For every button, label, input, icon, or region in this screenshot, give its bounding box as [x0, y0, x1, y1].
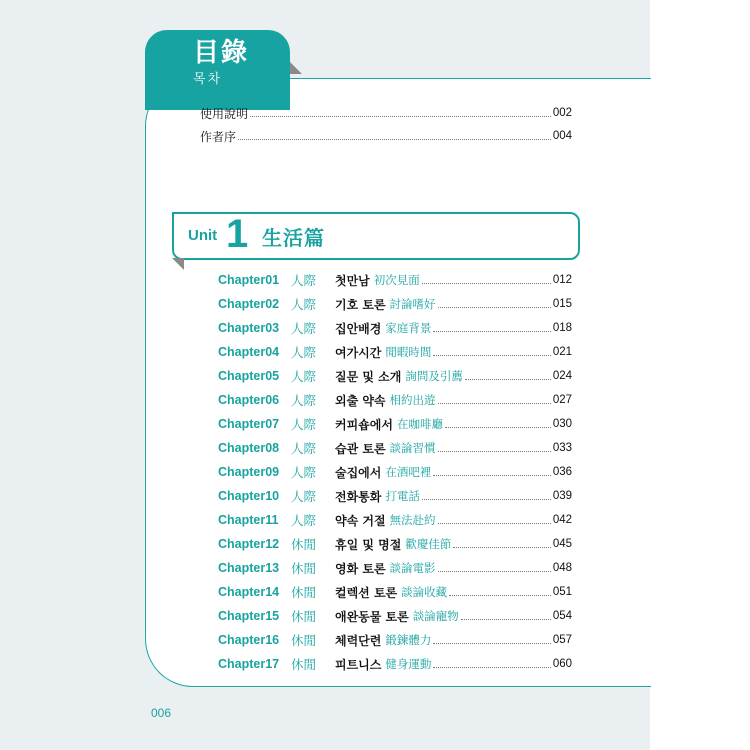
chapter-page: 024: [552, 370, 572, 382]
dot-leader: [449, 594, 551, 596]
chapter-page: 042: [552, 514, 572, 526]
chapter-title-korean: 약속 거절: [335, 513, 386, 528]
chapter-row[interactable]: [218, 607, 572, 625]
chapter-category: 人際: [291, 273, 317, 288]
dot-leader: [433, 642, 550, 644]
chapter-row[interactable]: [218, 535, 572, 553]
chapter-page: 033: [552, 442, 572, 454]
chapter-number: Chapter13: [218, 561, 280, 575]
chapter-title-korean: 습관 토론: [335, 441, 386, 456]
chapter-number: Chapter10: [218, 489, 280, 503]
chapter-category: 人際: [291, 489, 317, 504]
chapter-title-chinese: 討論嗜好: [389, 297, 436, 311]
dot-leader: [433, 330, 550, 332]
unit-title: 生活篇: [262, 226, 325, 250]
dot-leader: [433, 474, 550, 476]
dot-leader: [453, 546, 550, 548]
chapter-page: 030: [552, 418, 572, 430]
chapter-page: 027: [552, 394, 572, 406]
chapter-page: 045: [552, 538, 572, 550]
intro-page: 002: [552, 107, 572, 119]
dot-leader: [438, 306, 551, 308]
chapter-category: 人際: [291, 297, 317, 312]
page-number: 006: [151, 706, 172, 720]
chapter-number: Chapter08: [218, 441, 280, 455]
chapter-page: 036: [552, 466, 572, 478]
intro-page: 004: [552, 130, 572, 142]
chapter-number: Chapter16: [218, 633, 280, 647]
intro-label: 使用說明: [200, 106, 249, 121]
chapter-title-korean: 여가시간: [335, 345, 382, 360]
chapter-category: 人際: [291, 369, 317, 384]
chapter-number: Chapter05: [218, 369, 280, 383]
chapter-row[interactable]: [218, 463, 572, 481]
chapter-title-chinese: 健身運動: [385, 657, 432, 671]
chapter-title-chinese: 談論收藏: [401, 585, 448, 599]
chapter-title-korean: 외출 약속: [335, 393, 386, 408]
chapter-title-korean: 질문 및 소개: [335, 369, 402, 384]
chapter-row[interactable]: [218, 583, 572, 601]
dot-leader: [433, 666, 550, 668]
chapter-title-chinese: 無法赴約: [389, 513, 436, 527]
chapter-row[interactable]: [218, 559, 572, 577]
chapter-title-korean: 첫만남: [335, 273, 370, 288]
chapter-category: 人際: [291, 345, 317, 360]
chapter-category: 休閒: [291, 561, 317, 576]
dot-leader: [422, 282, 551, 284]
chapter-title-chinese: 談論習慣: [389, 441, 436, 455]
chapter-page: 060: [552, 658, 572, 670]
chapter-title-chinese: 在咖啡廳: [396, 417, 443, 431]
chapter-number: Chapter14: [218, 585, 280, 599]
chapter-title-korean: 컬렉션 토론: [335, 585, 398, 600]
chapter-page: 057: [552, 634, 572, 646]
chapter-category: 人際: [291, 465, 317, 480]
intro-row[interactable]: [200, 127, 572, 145]
dot-leader: [461, 618, 551, 620]
unit-header-fold: [172, 258, 184, 270]
dot-leader: [422, 498, 551, 500]
chapter-title-korean: 휴일 및 명절: [335, 537, 402, 552]
chapter-number: Chapter06: [218, 393, 280, 407]
chapter-number: Chapter03: [218, 321, 280, 335]
chapter-category: 人際: [291, 513, 317, 528]
chapter-page: 021: [552, 346, 572, 358]
chapter-title-chinese: 打電話: [385, 489, 420, 503]
chapter-title-chinese: 初次見面: [373, 273, 420, 287]
chapter-row[interactable]: [218, 487, 572, 505]
dot-leader: [438, 450, 551, 452]
chapter-row[interactable]: [218, 415, 572, 433]
dot-leader: [438, 522, 551, 524]
chapter-title-chinese: 鍛鍊體力: [385, 633, 432, 647]
unit-number: 1: [226, 212, 249, 256]
chapter-category: 休閒: [291, 537, 317, 552]
chapter-category: 休閒: [291, 633, 317, 648]
chapter-title-korean: 커피숍에서: [335, 417, 393, 432]
chapter-category: 人際: [291, 321, 317, 336]
chapter-page: 018: [552, 322, 572, 334]
chapter-category: 人際: [291, 417, 317, 432]
chapter-title-chinese: 談論寵物: [412, 609, 459, 623]
chapter-title-chinese: 家庭背景: [385, 321, 432, 335]
dot-leader: [250, 115, 551, 117]
chapter-number: Chapter07: [218, 417, 280, 431]
chapter-number: Chapter01: [218, 273, 280, 287]
chapter-page: 039: [552, 490, 572, 502]
chapter-number: Chapter12: [218, 537, 280, 551]
chapter-row[interactable]: [218, 367, 572, 385]
dot-leader: [238, 138, 551, 140]
chapter-title-korean: 기호 토론: [335, 297, 386, 312]
chapter-title-chinese: 相約出遊: [389, 393, 436, 407]
chapter-title-korean: 집안배경: [335, 321, 382, 336]
intro-label: 作者序: [200, 129, 237, 144]
chapter-category: 休閒: [291, 657, 317, 672]
chapter-row[interactable]: [218, 631, 572, 649]
chapter-title-chinese: 談論電影: [389, 561, 436, 575]
chapter-title-korean: 전화통화: [335, 489, 382, 504]
chapter-number: Chapter15: [218, 609, 280, 623]
title-tab: [145, 30, 290, 110]
chapter-number: Chapter17: [218, 657, 280, 671]
chapter-title-chinese: 歡慶佳節: [405, 537, 452, 551]
chapter-title-korean: 체력단련: [335, 633, 382, 648]
chapter-title-chinese: 在酒吧裡: [385, 465, 432, 479]
chapter-title-chinese: 詢問及引薦: [405, 369, 463, 383]
chapter-page: 051: [552, 586, 572, 598]
page-title: 目錄: [193, 38, 250, 68]
chapter-page: 048: [552, 562, 572, 574]
dot-leader: [438, 402, 551, 404]
chapter-title-chinese: 閒暇時間: [385, 345, 432, 359]
chapter-page: 015: [552, 298, 572, 310]
chapter-row[interactable]: [218, 511, 572, 529]
title-tab-fold: [290, 62, 302, 74]
dot-leader: [465, 378, 551, 380]
chapter-number: Chapter04: [218, 345, 280, 359]
chapter-title-korean: 술집에서: [335, 465, 382, 480]
unit-header: [172, 212, 580, 260]
chapter-category: 人際: [291, 393, 317, 408]
page-subtitle: 목차: [193, 72, 223, 87]
chapter-row[interactable]: [218, 391, 572, 409]
chapter-row[interactable]: [218, 343, 572, 361]
chapter-row[interactable]: [218, 295, 572, 313]
dot-leader: [438, 570, 551, 572]
chapter-title-korean: 영화 토론: [335, 561, 386, 576]
chapter-number: Chapter02: [218, 297, 280, 311]
chapter-row[interactable]: [218, 319, 572, 337]
dot-leader: [433, 354, 550, 356]
chapter-title-korean: 애완동물 토론: [335, 609, 409, 624]
chapter-row[interactable]: [218, 439, 572, 457]
chapter-number: Chapter11: [218, 513, 279, 527]
chapter-category: 人際: [291, 441, 317, 456]
chapter-category: 休閒: [291, 609, 317, 624]
chapter-row[interactable]: [218, 655, 572, 673]
chapter-category: 休閒: [291, 585, 317, 600]
chapter-row[interactable]: [218, 271, 572, 289]
unit-label: Unit: [188, 227, 218, 244]
dot-leader: [445, 426, 551, 428]
chapter-title-korean: 피트니스: [335, 657, 382, 672]
chapter-page: 012: [552, 274, 572, 286]
chapter-number: Chapter09: [218, 465, 280, 479]
intro-row[interactable]: [200, 104, 572, 122]
chapter-page: 054: [552, 610, 572, 622]
